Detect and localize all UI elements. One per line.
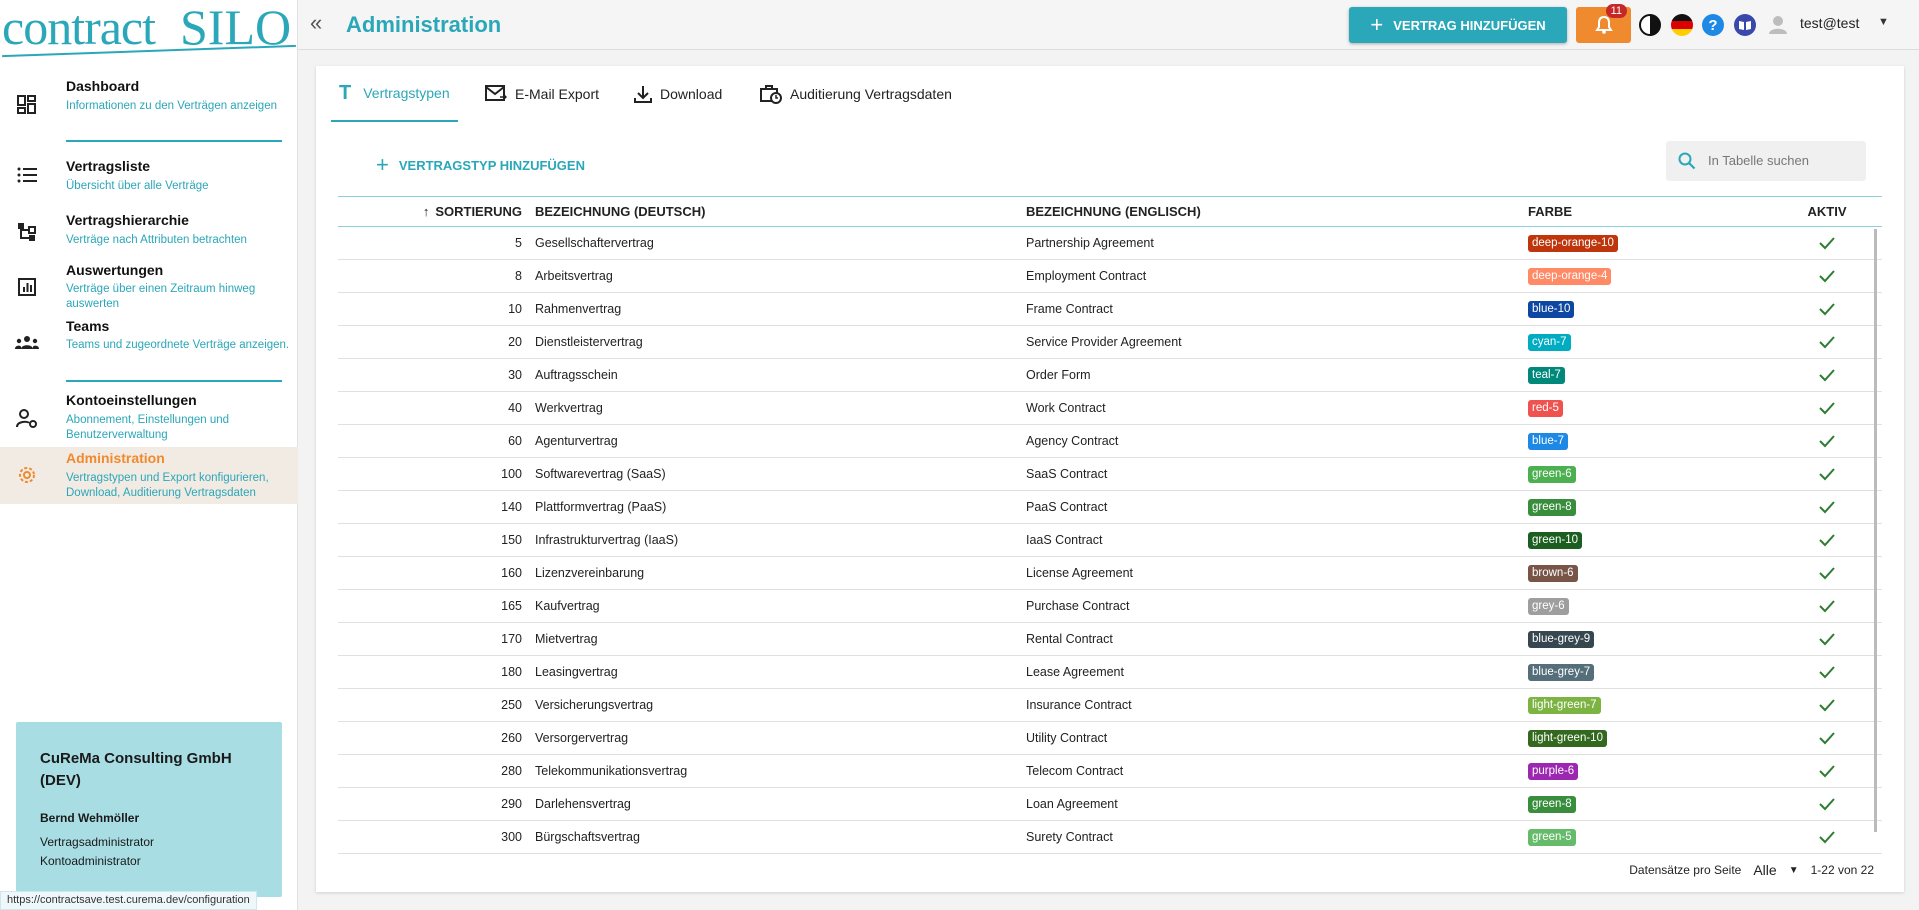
cell-bezeichnung-deutsch: Arbeitsvertrag xyxy=(535,269,613,283)
cell-bezeichnung-deutsch: Softwarevertrag (SaaS) xyxy=(535,467,666,481)
cell-sortierung: 100 xyxy=(501,467,522,481)
cell-bezeichnung-deutsch: Agenturvertrag xyxy=(535,434,618,448)
cell-aktiv xyxy=(1791,458,1863,490)
sidebar-divider xyxy=(66,140,282,142)
cell-bezeichnung-englisch: PaaS Contract xyxy=(1026,500,1108,514)
cell-sortierung: 180 xyxy=(501,665,522,679)
sidebar-item-title: Kontoeinstellungen xyxy=(66,392,197,408)
sidebar-item-auswertungen[interactable] xyxy=(0,258,298,314)
chevron-down-icon[interactable]: ▼ xyxy=(1878,16,1889,28)
pagination xyxy=(1629,862,1874,878)
tab-label: Download xyxy=(660,86,723,102)
sidebar xyxy=(0,0,298,910)
user-role: Vertragsadministrator xyxy=(40,835,155,849)
check-icon xyxy=(1819,566,1835,580)
cell-bezeichnung-englisch: Order Form xyxy=(1026,368,1091,382)
tab-email-export[interactable] xyxy=(477,66,607,122)
sidebar-item-subtitle: Übersicht über alle Verträge xyxy=(66,180,209,192)
email-icon xyxy=(485,85,507,103)
cell-aktiv xyxy=(1791,260,1863,292)
search-icon xyxy=(1678,152,1696,170)
cell-aktiv xyxy=(1791,689,1863,721)
sidebar-item-administration[interactable] xyxy=(0,447,298,504)
cell-aktiv xyxy=(1791,293,1863,325)
cell-farbe xyxy=(1528,755,1578,787)
color-chip: teal-7 xyxy=(1528,367,1565,384)
cell-bezeichnung-englisch: SaaS Contract xyxy=(1026,467,1108,481)
download-icon xyxy=(634,85,652,103)
table-row[interactable] xyxy=(338,755,1882,788)
cell-sortierung: 260 xyxy=(501,731,522,745)
cell-aktiv xyxy=(1791,821,1863,853)
color-chip: green-8 xyxy=(1528,499,1576,516)
cell-bezeichnung-deutsch: Gesellschaftervertrag xyxy=(535,236,654,250)
cell-bezeichnung-deutsch: Telekommunikationsvertrag xyxy=(535,764,688,778)
svg-text:?: ? xyxy=(1708,17,1718,34)
tab-label: E-Mail Export xyxy=(515,86,600,102)
logo[interactable] xyxy=(2,0,296,70)
column-header-englisch[interactable]: BEZEICHNUNG (ENGLISCH) xyxy=(1026,204,1201,219)
page-title: Administration xyxy=(346,12,502,37)
cell-sortierung: 300 xyxy=(501,830,522,844)
tab-vertragstypen[interactable] xyxy=(331,66,458,122)
cell-aktiv xyxy=(1791,227,1863,259)
check-icon xyxy=(1819,731,1835,745)
list-icon xyxy=(14,162,40,188)
column-header-aktiv[interactable]: AKTIV xyxy=(1807,204,1847,219)
cell-bezeichnung-deutsch: Werkvertrag xyxy=(535,401,603,415)
cell-bezeichnung-deutsch: Infrastrukturvertrag (IaaS) xyxy=(535,533,679,547)
sidebar-item-title: Teams xyxy=(66,318,110,334)
header-label: SORTIERUNG xyxy=(435,204,522,219)
cell-bezeichnung-deutsch: Auftragsschein xyxy=(535,368,618,382)
cell-aktiv xyxy=(1791,524,1863,556)
sidebar-item-title: Dashboard xyxy=(66,78,140,94)
cell-aktiv xyxy=(1791,359,1863,391)
cell-bezeichnung-englisch: Service Provider Agreement xyxy=(1026,335,1182,349)
cell-bezeichnung-englisch: Work Contract xyxy=(1026,401,1106,415)
manual-book-icon[interactable] xyxy=(1733,13,1757,37)
cell-sortierung: 60 xyxy=(508,434,522,448)
check-icon xyxy=(1819,434,1835,448)
cell-aktiv xyxy=(1791,392,1863,424)
color-chip: blue-10 xyxy=(1528,301,1574,318)
sidebar-item-title: Vertragshierarchie xyxy=(66,212,189,228)
user-role: Kontoadministrator xyxy=(40,854,141,868)
search-placeholder: In Tabelle suchen xyxy=(1708,153,1809,168)
sidebar-item-subtitle: Abonnement, Einstellungen und Benutzerverwaltung xyxy=(66,414,230,441)
color-chip: green-6 xyxy=(1528,466,1576,483)
cell-sortierung: 140 xyxy=(501,500,522,514)
cell-bezeichnung-englisch: Frame Contract xyxy=(1026,302,1113,316)
cell-farbe xyxy=(1528,656,1594,688)
table-row[interactable] xyxy=(338,425,1882,458)
cell-bezeichnung-deutsch: Mietvertrag xyxy=(535,632,598,646)
cell-aktiv xyxy=(1791,326,1863,358)
table-row[interactable] xyxy=(338,821,1882,854)
check-icon xyxy=(1819,269,1835,283)
contrast-toggle-icon[interactable] xyxy=(1638,13,1662,37)
cell-farbe xyxy=(1528,722,1607,754)
table-row[interactable] xyxy=(338,557,1882,590)
cell-bezeichnung-deutsch: Dienstleistervertrag xyxy=(535,335,643,349)
text-type-icon: T xyxy=(339,81,352,104)
table-search-input[interactable] xyxy=(1666,141,1866,181)
cell-sortierung: 10 xyxy=(508,302,522,316)
cell-sortierung: 5 xyxy=(515,236,522,250)
hierarchy-icon xyxy=(14,219,40,245)
cell-bezeichnung-englisch: License Agreement xyxy=(1026,566,1134,580)
chevron-down-icon[interactable]: ▼ xyxy=(1788,864,1799,876)
cell-farbe xyxy=(1528,788,1576,820)
current-user[interactable]: test@test xyxy=(1800,15,1860,31)
color-chip: cyan-7 xyxy=(1528,334,1571,351)
cell-bezeichnung-englisch: Loan Agreement xyxy=(1026,797,1118,811)
page-range: 1-22 von 22 xyxy=(1810,863,1874,877)
cell-sortierung: 165 xyxy=(501,599,522,613)
sidebar-item-title: Auswertungen xyxy=(66,262,164,278)
table-row[interactable] xyxy=(338,656,1882,689)
check-icon xyxy=(1819,401,1835,415)
color-chip: light-green-10 xyxy=(1528,730,1607,747)
cell-farbe xyxy=(1528,293,1574,325)
cell-aktiv xyxy=(1791,425,1863,457)
tab-label: Vertragstypen xyxy=(363,85,450,101)
table-row[interactable] xyxy=(338,590,1882,623)
check-icon xyxy=(1819,236,1835,250)
cell-sortierung: 8 xyxy=(515,269,522,283)
collapse-sidebar-icon[interactable]: « xyxy=(310,10,323,35)
cell-bezeichnung-deutsch: Lizenzvereinbarung xyxy=(535,566,645,580)
color-chip: blue-grey-9 xyxy=(1528,631,1594,648)
table-row[interactable] xyxy=(338,326,1882,359)
cell-farbe xyxy=(1528,359,1565,391)
cell-bezeichnung-englisch: Insurance Contract xyxy=(1026,698,1132,712)
color-chip: light-green-7 xyxy=(1528,697,1601,714)
user-avatar-icon[interactable] xyxy=(1766,13,1790,37)
check-icon xyxy=(1819,302,1835,316)
color-chip: green-8 xyxy=(1528,796,1576,813)
sidebar-item-title: Vertragsliste xyxy=(66,158,151,174)
check-icon xyxy=(1819,533,1835,547)
add-contract-label: VERTRAG HINZUFÜGEN xyxy=(1393,17,1546,33)
table-body xyxy=(338,227,1882,854)
cell-bezeichnung-deutsch: Bürgschaftsvertrag xyxy=(535,830,640,844)
plus-icon: + xyxy=(376,152,389,177)
cell-bezeichnung-englisch: Lease Agreement xyxy=(1026,665,1124,679)
cell-farbe xyxy=(1528,227,1618,259)
cell-bezeichnung-englisch: Employment Contract xyxy=(1026,269,1147,283)
sidebar-item-dashboard[interactable] xyxy=(0,74,298,140)
check-icon xyxy=(1819,467,1835,481)
color-chip: red-5 xyxy=(1528,400,1563,417)
help-icon[interactable] xyxy=(1701,13,1725,37)
check-icon xyxy=(1819,665,1835,679)
cell-farbe xyxy=(1528,260,1611,292)
check-icon xyxy=(1819,368,1835,382)
cell-sortierung: 150 xyxy=(501,533,522,547)
cell-aktiv xyxy=(1791,722,1863,754)
column-header-sortierung[interactable] xyxy=(338,197,522,226)
check-icon xyxy=(1819,698,1835,712)
gear-icon xyxy=(14,462,40,488)
cell-aktiv xyxy=(1791,557,1863,589)
color-chip: blue-grey-7 xyxy=(1528,664,1594,681)
color-chip: purple-6 xyxy=(1528,763,1578,780)
sidebar-item-vertragshierarchie[interactable] xyxy=(0,208,298,256)
cell-farbe xyxy=(1528,689,1601,721)
color-chip: blue-7 xyxy=(1528,433,1568,450)
check-icon xyxy=(1819,830,1835,844)
sidebar-item-subtitle: Verträge nach Attributen betrachten xyxy=(66,234,247,246)
check-icon xyxy=(1819,335,1835,349)
table-scrollbar[interactable] xyxy=(1874,229,1877,832)
tab-download[interactable] xyxy=(626,66,730,122)
color-chip: deep-orange-10 xyxy=(1528,235,1618,252)
logo-text: contract xyxy=(2,0,156,55)
notification-badge: 11 xyxy=(1606,4,1627,18)
cell-farbe xyxy=(1528,458,1576,490)
bell-icon xyxy=(1594,15,1614,35)
cell-bezeichnung-deutsch: Versicherungsvertrag xyxy=(535,698,654,712)
user-name: Bernd Wehmöller xyxy=(40,811,140,825)
sidebar-item-subtitle: Verträge über einen Zeitraum hinweg auswerten xyxy=(66,283,256,310)
cell-bezeichnung-deutsch: Kaufvertrag xyxy=(535,599,600,613)
color-chip: grey-6 xyxy=(1528,598,1569,615)
add-contract-type-button[interactable] xyxy=(376,152,585,178)
check-icon xyxy=(1819,599,1835,613)
check-icon xyxy=(1819,797,1835,811)
table-row[interactable] xyxy=(338,359,1882,392)
cell-farbe xyxy=(1528,590,1569,622)
cell-sortierung: 250 xyxy=(501,698,522,712)
cell-sortierung: 40 xyxy=(508,401,522,415)
cell-bezeichnung-deutsch: Darlehensvertrag xyxy=(535,797,631,811)
cell-farbe xyxy=(1528,623,1594,655)
rows-per-page-label: Datensätze pro Seite xyxy=(1629,863,1742,877)
organization-name: CuReMa Consulting GmbH (DEV) xyxy=(40,750,232,789)
cell-aktiv xyxy=(1791,788,1863,820)
cell-aktiv xyxy=(1791,656,1863,688)
sidebar-item-title: Administration xyxy=(66,450,165,466)
cell-bezeichnung-englisch: Agency Contract xyxy=(1026,434,1119,448)
rows-per-page-select[interactable]: Alle xyxy=(1753,862,1777,878)
check-icon xyxy=(1819,632,1835,646)
color-chip: brown-6 xyxy=(1528,565,1578,582)
color-chip: green-10 xyxy=(1528,532,1582,549)
cell-farbe xyxy=(1528,524,1582,556)
cell-sortierung: 170 xyxy=(501,632,522,646)
account-settings-icon xyxy=(14,406,40,432)
cell-bezeichnung-deutsch: Versorgervertrag xyxy=(535,731,629,745)
cell-sortierung: 290 xyxy=(501,797,522,811)
table-row[interactable] xyxy=(338,491,1882,524)
organization-card xyxy=(16,722,282,897)
status-bar-url: https://contractsave.test.curema.dev/configuration xyxy=(0,891,257,910)
sidebar-item-subtitle: Informationen zu den Verträgen anzeigen xyxy=(66,100,277,112)
group-icon xyxy=(14,330,40,356)
column-header-deutsch[interactable]: BEZEICHNUNG (DEUTSCH) xyxy=(535,204,706,219)
dashboard-icon xyxy=(14,92,40,118)
cell-aktiv xyxy=(1791,755,1863,787)
cell-aktiv xyxy=(1791,491,1863,523)
arrow-up-icon: ↑ xyxy=(422,204,430,219)
cell-farbe xyxy=(1528,821,1576,853)
check-icon xyxy=(1819,764,1835,778)
table-row[interactable] xyxy=(338,227,1882,260)
notifications-button[interactable] xyxy=(1576,7,1631,43)
table-row[interactable] xyxy=(338,392,1882,425)
cell-farbe xyxy=(1528,491,1576,523)
cell-bezeichnung-englisch: Utility Contract xyxy=(1026,731,1108,745)
table-row[interactable] xyxy=(338,689,1882,722)
cell-sortierung: 280 xyxy=(501,764,522,778)
tab-auditierung[interactable] xyxy=(752,66,960,122)
cell-bezeichnung-deutsch: Plattformvertrag (PaaS) xyxy=(535,500,667,514)
table-row[interactable] xyxy=(338,260,1882,293)
tab-label: Auditierung Vertragsdaten xyxy=(790,86,952,102)
table-row[interactable] xyxy=(338,524,1882,557)
cell-sortierung: 30 xyxy=(508,368,522,382)
cell-bezeichnung-englisch: Partnership Agreement xyxy=(1026,236,1154,250)
cell-farbe xyxy=(1528,557,1578,589)
color-chip: green-5 xyxy=(1528,829,1576,846)
sidebar-item-teams[interactable] xyxy=(0,316,298,372)
german-flag-icon[interactable] xyxy=(1670,13,1694,37)
sidebar-item-kontoeinstellungen[interactable] xyxy=(0,390,298,446)
cell-farbe xyxy=(1528,392,1563,424)
plus-icon: + xyxy=(1370,12,1384,37)
briefcase-clock-icon xyxy=(760,84,782,104)
cell-bezeichnung-deutsch: Rahmenvertrag xyxy=(535,302,622,316)
cell-bezeichnung-englisch: Telecom Contract xyxy=(1026,764,1124,778)
add-contract-type-label: VERTRAGSTYP HINZUFÜGEN xyxy=(398,157,585,173)
table-row[interactable] xyxy=(338,788,1882,821)
cell-bezeichnung-deutsch: Leasingvertrag xyxy=(535,665,618,679)
cell-bezeichnung-englisch: Purchase Contract xyxy=(1026,599,1130,613)
table-row[interactable] xyxy=(338,458,1882,491)
table-row[interactable] xyxy=(338,623,1882,656)
sidebar-item-subtitle: Vertragstypen und Export konfigurieren, Download, Auditierung Vertragsdaten xyxy=(66,472,269,499)
cell-farbe xyxy=(1528,326,1571,358)
table-row[interactable] xyxy=(338,722,1882,755)
sidebar-divider xyxy=(66,380,282,382)
admin-card xyxy=(316,66,1904,892)
add-contract-button[interactable] xyxy=(1349,7,1567,43)
check-icon xyxy=(1819,500,1835,514)
color-chip: deep-orange-4 xyxy=(1528,268,1611,285)
sidebar-item-vertragsliste[interactable] xyxy=(0,154,298,202)
table-header xyxy=(338,196,1882,227)
topbar xyxy=(298,0,1919,50)
cell-bezeichnung-englisch: Rental Contract xyxy=(1026,632,1113,646)
cell-bezeichnung-englisch: Surety Contract xyxy=(1026,830,1113,844)
cell-sortierung: 160 xyxy=(501,566,522,580)
cell-farbe xyxy=(1528,425,1568,457)
contract-types-table xyxy=(338,196,1882,854)
logo-text-silo: SILO xyxy=(180,0,292,55)
cell-aktiv xyxy=(1791,590,1863,622)
cell-sortierung: 20 xyxy=(508,335,522,349)
cell-bezeichnung-englisch: IaaS Contract xyxy=(1026,533,1103,547)
cell-aktiv xyxy=(1791,623,1863,655)
table-row[interactable] xyxy=(338,293,1882,326)
column-header-farbe[interactable]: FARBE xyxy=(1528,204,1573,219)
chart-icon xyxy=(14,274,40,300)
sidebar-item-subtitle: Teams und zugeordnete Verträge anzeigen. xyxy=(66,339,290,351)
